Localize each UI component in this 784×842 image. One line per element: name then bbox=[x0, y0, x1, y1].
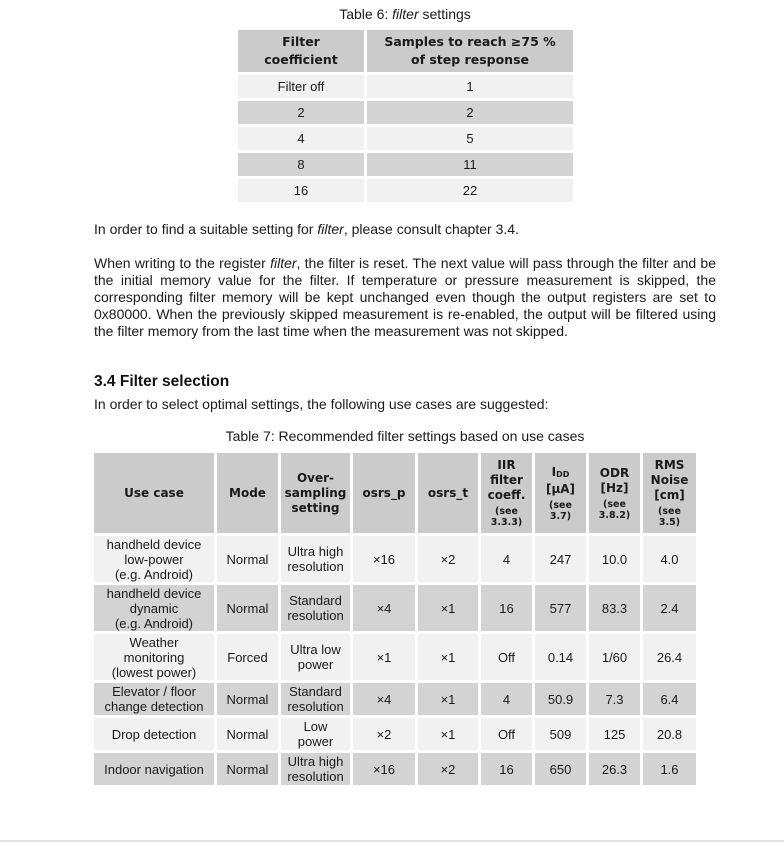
cell-mode: Normal bbox=[217, 536, 278, 582]
header-use-case: Use case bbox=[94, 453, 214, 533]
table6-filter-settings bbox=[235, 27, 576, 205]
cell-text: dynamic bbox=[129, 600, 179, 616]
cell-rms: 2.4 bbox=[643, 585, 696, 631]
cell-odr: 83.3 bbox=[589, 585, 640, 631]
header-text: setting bbox=[291, 500, 340, 515]
table-row bbox=[238, 153, 573, 176]
cell-samples: 1 bbox=[367, 75, 573, 98]
cell-use-case bbox=[94, 753, 214, 785]
see-text: (see bbox=[495, 506, 518, 517]
header-text: ODR bbox=[599, 465, 630, 480]
header-idd bbox=[535, 453, 586, 533]
table-row bbox=[94, 718, 696, 750]
cell-text: resolution bbox=[287, 699, 344, 714]
cell-iir: 16 bbox=[481, 753, 532, 785]
cell-rms: 1.6 bbox=[643, 753, 696, 785]
header-samples-line2: of step response bbox=[410, 52, 529, 67]
table6-caption bbox=[235, 6, 575, 22]
see-text: 3.3.3) bbox=[490, 517, 523, 528]
header-text: IIR bbox=[497, 458, 516, 472]
cell-osrs-p: ×4 bbox=[353, 683, 415, 715]
cell-odr: 10.0 bbox=[589, 536, 640, 582]
see-text: (see bbox=[603, 498, 626, 510]
cell-mode: Normal bbox=[217, 585, 278, 631]
cell-idd: 650 bbox=[535, 753, 586, 785]
table-row bbox=[238, 75, 573, 98]
cell-idd: 50.9 bbox=[535, 683, 586, 715]
cell-iir: 4 bbox=[481, 536, 532, 582]
header-text: I bbox=[551, 464, 557, 479]
cell-rms: 26.4 bbox=[643, 634, 696, 680]
header-unit: [cm] bbox=[654, 488, 685, 502]
header-iir-filter bbox=[481, 453, 532, 533]
header-text: filter bbox=[490, 473, 523, 487]
cell-oversampling bbox=[281, 753, 350, 785]
cell-osrs-t: ×1 bbox=[418, 585, 478, 631]
cell-text: Ultra high bbox=[287, 754, 344, 769]
cell-oversampling bbox=[281, 585, 350, 631]
cell-text: Weather bbox=[129, 634, 179, 650]
cell-rms: 4.0 bbox=[643, 536, 696, 582]
cell-samples: 5 bbox=[367, 127, 573, 150]
cell-use-case bbox=[94, 718, 214, 750]
header-osrs-t: osrs_t bbox=[418, 453, 478, 533]
header-unit: [μA] bbox=[545, 481, 576, 496]
cell-text: Low bbox=[303, 719, 328, 734]
para2-text-end: , the filter is reset. The next value will pass through the filter and be the initial memory value for the filter. If temperature or pressure measurement is skipped, the corresponding filter memory will be kept unchanged even though the output registers are set to 0x80000. When the previously skipped measurement is re-enabled, the output will be filtered using the filter memory from the last time when the measurement was not skipped. bbox=[94, 255, 716, 339]
cell-text: resolution bbox=[287, 769, 344, 784]
cell-osrs-p: ×4 bbox=[353, 585, 415, 631]
table7-caption: Table 7: Recommended filter settings based on use cases bbox=[225, 428, 585, 444]
header-text: Noise bbox=[650, 473, 689, 487]
cell-text: Indoor navigation bbox=[104, 761, 204, 777]
cell-mode: Forced bbox=[217, 634, 278, 680]
cell-text: handheld device bbox=[106, 585, 202, 601]
cell-rms: 6.4 bbox=[643, 683, 696, 715]
cell-use-case bbox=[94, 634, 214, 680]
header-text: RMS bbox=[654, 458, 685, 472]
header-see-ref bbox=[536, 500, 585, 522]
see-text: (see bbox=[549, 499, 572, 511]
header-subscript: DD bbox=[556, 469, 570, 479]
cell-idd: 577 bbox=[535, 585, 586, 631]
cell-text: power bbox=[297, 657, 334, 672]
caption-suffix: settings bbox=[418, 6, 471, 22]
header-text: sampling bbox=[284, 485, 347, 500]
cell-odr: 1/60 bbox=[589, 634, 640, 680]
table-row bbox=[94, 634, 696, 680]
para2-italic: filter bbox=[270, 255, 297, 271]
cell-oversampling bbox=[281, 718, 350, 750]
header-text: coeff. bbox=[487, 488, 526, 502]
cell-text: resolution bbox=[287, 559, 344, 574]
cell-text: Standard bbox=[289, 684, 342, 699]
header-rms-noise bbox=[643, 453, 696, 533]
cell-filter-coefficient: 16 bbox=[238, 179, 364, 202]
cell-osrs-p: ×16 bbox=[353, 753, 415, 785]
cell-text: Ultra high bbox=[287, 544, 344, 559]
table7-header-row bbox=[94, 453, 696, 533]
cell-iir: Off bbox=[481, 634, 532, 680]
cell-oversampling bbox=[281, 683, 350, 715]
caption-italic: filter bbox=[392, 6, 419, 22]
table7-recommended-filter-settings bbox=[91, 450, 699, 788]
table-row bbox=[94, 585, 696, 631]
cell-text: Elevator / floor bbox=[112, 684, 196, 699]
cell-text: Drop detection bbox=[111, 726, 197, 742]
caption-prefix: Table 6: bbox=[339, 6, 393, 22]
header-see-ref bbox=[482, 506, 531, 528]
section-intro: In order to select optimal settings, the following use cases are suggested: bbox=[94, 396, 549, 412]
header-odr bbox=[589, 453, 640, 533]
cell-oversampling bbox=[281, 536, 350, 582]
cell-text: low-power bbox=[124, 551, 184, 567]
cell-filter-coefficient: 2 bbox=[238, 101, 364, 124]
cell-mode: Normal bbox=[217, 753, 278, 785]
cell-text: power bbox=[297, 734, 334, 749]
header-unit: [Hz] bbox=[600, 480, 629, 495]
cell-osrs-t: ×1 bbox=[418, 683, 478, 715]
table-row bbox=[94, 536, 696, 582]
cell-idd: 247 bbox=[535, 536, 586, 582]
cell-text: Standard bbox=[289, 593, 342, 608]
cell-use-case bbox=[94, 536, 214, 582]
cell-filter-coefficient: Filter off bbox=[238, 75, 364, 98]
header-mode: Mode bbox=[217, 453, 278, 533]
header-oversampling bbox=[281, 453, 350, 533]
header-samples bbox=[367, 30, 573, 72]
table-row bbox=[94, 683, 696, 715]
cell-osrs-t: ×1 bbox=[418, 634, 478, 680]
cell-samples: 11 bbox=[367, 153, 573, 176]
cell-odr: 7.3 bbox=[589, 683, 640, 715]
cell-idd: 0.14 bbox=[535, 634, 586, 680]
cell-text: (lowest power) bbox=[111, 664, 197, 680]
cell-osrs-t: ×2 bbox=[418, 536, 478, 582]
see-text: 3.7) bbox=[549, 510, 572, 522]
cell-osrs-p: ×1 bbox=[353, 634, 415, 680]
table6-header-row bbox=[238, 30, 573, 72]
cell-text: monitoring bbox=[123, 649, 185, 665]
cell-text: handheld device bbox=[106, 536, 202, 552]
cell-text: Ultra low bbox=[290, 642, 341, 657]
see-text: 3.5) bbox=[658, 517, 681, 528]
cell-osrs-t: ×2 bbox=[418, 753, 478, 785]
cell-osrs-t: ×1 bbox=[418, 718, 478, 750]
cell-oversampling bbox=[281, 634, 350, 680]
header-text: Over- bbox=[296, 470, 335, 485]
header-see-ref bbox=[590, 499, 639, 521]
cell-filter-coefficient: 8 bbox=[238, 153, 364, 176]
header-filter-coefficient: Filter coefficient bbox=[238, 30, 364, 72]
cell-odr: 26.3 bbox=[589, 753, 640, 785]
cell-iir: Off bbox=[481, 718, 532, 750]
cell-rms: 20.8 bbox=[643, 718, 696, 750]
cell-use-case bbox=[94, 683, 214, 715]
header-samples-line1: Samples to reach ≥75 % bbox=[384, 34, 556, 49]
para1-text: In order to find a suitable setting for bbox=[94, 221, 318, 237]
cell-mode: Normal bbox=[217, 683, 278, 715]
cell-idd: 509 bbox=[535, 718, 586, 750]
cell-mode: Normal bbox=[217, 718, 278, 750]
cell-text: (e.g. Android) bbox=[114, 566, 194, 582]
cell-osrs-p: ×2 bbox=[353, 718, 415, 750]
header-see-ref bbox=[644, 506, 695, 528]
table-row bbox=[238, 101, 573, 124]
cell-odr: 125 bbox=[589, 718, 640, 750]
cell-iir: 16 bbox=[481, 585, 532, 631]
see-text: (see bbox=[658, 506, 681, 517]
para1-text-end: , please consult chapter 3.4. bbox=[343, 221, 519, 237]
cell-iir: 4 bbox=[481, 683, 532, 715]
cell-text: change detection bbox=[104, 699, 204, 714]
section-heading: 3.4 Filter selection bbox=[94, 373, 230, 390]
cell-filter-coefficient: 4 bbox=[238, 127, 364, 150]
para1-italic: filter bbox=[317, 221, 344, 237]
header-osrs-p: osrs_p bbox=[353, 453, 415, 533]
table-row bbox=[238, 179, 573, 202]
cell-use-case bbox=[94, 585, 214, 631]
para2-text: When writing to the register bbox=[94, 255, 271, 271]
cell-text: resolution bbox=[287, 608, 344, 623]
see-text: 3.8.2) bbox=[598, 509, 631, 521]
table-row bbox=[94, 753, 696, 785]
table-row bbox=[238, 127, 573, 150]
cell-samples: 22 bbox=[367, 179, 573, 202]
cell-osrs-p: ×16 bbox=[353, 536, 415, 582]
cell-text: (e.g. Android) bbox=[114, 615, 194, 631]
paragraph-filter-reference bbox=[94, 221, 716, 238]
cell-samples: 2 bbox=[367, 101, 573, 124]
paragraph-filter-reset bbox=[94, 255, 716, 340]
